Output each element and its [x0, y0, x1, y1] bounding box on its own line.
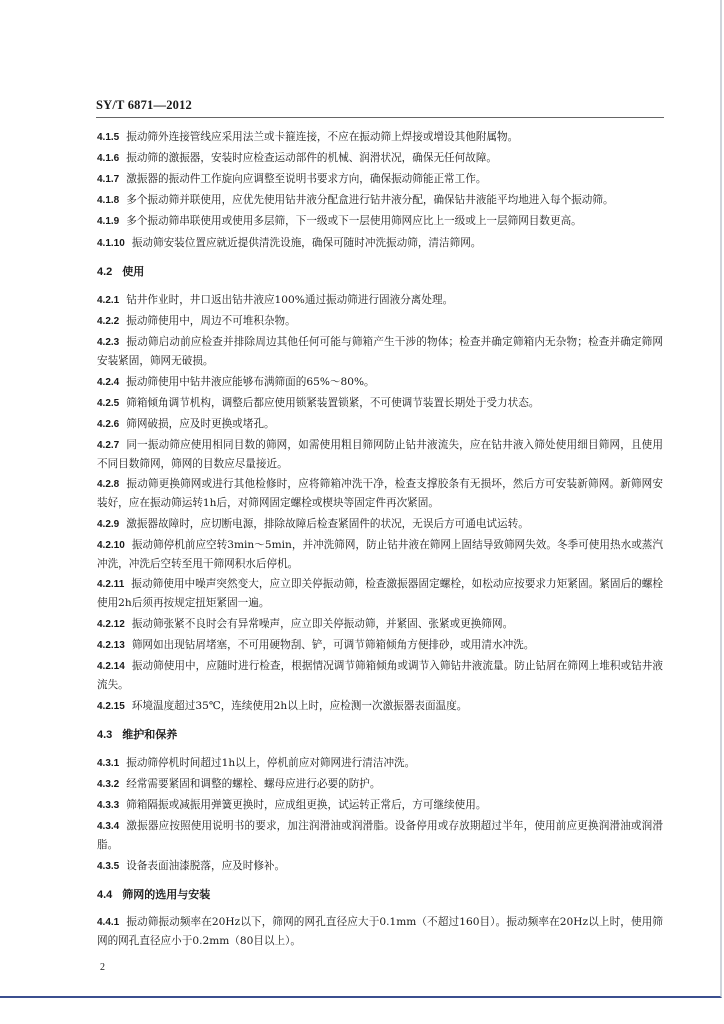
clause-text: 筛网的选用与安装: [122, 888, 211, 901]
clause-paragraph: [97, 148, 663, 169]
clause-number: 4.4: [97, 889, 113, 901]
clause-paragraph: [97, 913, 663, 950]
clause-number: 4.2.12: [97, 619, 125, 630]
clause-text: 筛网破损，应及时更换或堵孔。: [126, 418, 275, 430]
clause-paragraph: [97, 575, 663, 612]
standard-number: SY/T 6871—2012: [96, 98, 192, 112]
clause-number: 4.2.7: [97, 440, 120, 451]
clause-text: 激振器故障时，应切断电源，排除故障后检查紧固件的状况，无误后方可通电试运转。: [126, 518, 529, 530]
clause-number: 4.1.6: [97, 153, 120, 164]
clause-text: 振动筛使用中，周边不可堆积杂物。: [126, 315, 296, 327]
clause-text: 振动筛振动频率在20Hz以下，筛网的网孔直径应大于0.1mm（不超过160目）。振动频率在20Hz以上时，使用筛网的网孔直径应小于0.2mm（80目以上）。: [97, 916, 663, 947]
clause-paragraph: [97, 657, 663, 694]
clause-paragraph: [97, 436, 663, 473]
clause-text: 振动筛使用中噪声突然变大，应立即关停振动筛，检查激振器固定螺栓，如松动应按要求力矩紧固。紧固后的螺栓使用2h后须再按规定扭矩紧固一遍。: [97, 578, 663, 609]
clause-number: 4.2.15: [97, 701, 125, 712]
clause-number: 4.2.10: [97, 540, 125, 551]
clause-paragraph: [97, 856, 663, 877]
clause-text: 振动筛安装位置应就近提供清洗设施，确保可随时冲洗振动筛，清洁筛网。: [131, 237, 482, 249]
clause-number: 4.2.11: [97, 579, 125, 590]
clause-number: 4.2.5: [97, 398, 120, 409]
clause-number: 4.3.4: [97, 821, 120, 832]
clause-number: 4.1.7: [97, 174, 120, 185]
clause-paragraph: [97, 514, 663, 535]
clause-text: 振动筛停机时间超过1h以上，停机前应对筛网进行清洁冲洗。: [126, 757, 416, 769]
clause-number: 4.2.6: [97, 419, 120, 430]
clause-text: 筛箱隔振或减振用弹簧更换时，应成组更换，试运转正常后，方可继续使用。: [126, 799, 487, 811]
clause-number: 4.2.13: [97, 640, 125, 651]
clause-text: 筛网如出现钻屑堵塞，不可用硬物刮、铲，可调节筛箱倾角方便排砂，或用清水冲洗。: [131, 639, 535, 651]
clause-paragraph: [97, 753, 663, 774]
clause-paragraph: [97, 795, 663, 816]
section-heading: [97, 885, 663, 905]
clause-paragraph: [97, 414, 663, 435]
clause-paragraph: [97, 233, 663, 254]
clause-text: 经常需要紧固和调整的螺栓、螺母应进行必要的防护。: [126, 778, 381, 790]
clause-paragraph: [97, 475, 663, 512]
page-number: 2: [100, 962, 105, 973]
section-heading: [97, 262, 663, 282]
clause-text: 振动筛使用中，应随时进行检查，根据情况调节筛箱倾角或调节入筛钻井液流量。防止钻屑在筛网上堆积或钻井液流失。: [97, 660, 663, 691]
clause-paragraph: [97, 191, 663, 210]
clause-paragraph: [97, 393, 663, 414]
clause-text: 维护和保养: [122, 728, 178, 741]
clause-paragraph: [97, 817, 663, 854]
clause-number: 4.2.2: [97, 316, 120, 327]
clause-text: 多个振动筛串联使用或使用多层筛，下一级或下一层使用筛网应比上一级或上一层筛网目数更高。: [126, 215, 582, 227]
clause-paragraph: [97, 290, 663, 311]
clause-number: 4.3.5: [97, 861, 120, 872]
clause-number: 4.2.3: [97, 337, 120, 348]
clause-number: 4.2.4: [97, 377, 120, 388]
clause-paragraph: [97, 696, 663, 717]
clause-text: 激振器的振动件工作旋向应调整至说明书要求方向，确保振动筛能正常工作。: [126, 173, 487, 185]
clause-number: 4.1.10: [97, 238, 125, 249]
clause-number: 4.3: [97, 729, 113, 741]
clause-paragraph: [97, 614, 663, 635]
clause-text: 激振器应按照使用说明书的要求，加注润滑油或润滑脂。设备停用或存放期超过半年，使用前应更换润滑油或润滑脂。: [97, 820, 663, 851]
clause-number: 4.2.1: [97, 295, 120, 306]
clause-paragraph: [97, 372, 663, 393]
clause-number: 4.1.5: [97, 132, 120, 143]
clause-text: 使用: [122, 265, 145, 278]
clause-text: 振动筛外连接管线应采用法兰或卡箍连接，不应在振动筛上焊接或增设其他附属物。: [126, 131, 519, 143]
clause-number: 4.3.1: [97, 758, 120, 769]
clause-text: 振动筛张紧不良时会有异常噪声，应立即关停振动筛，并紧固、张紧或更换筛网。: [131, 618, 514, 630]
clause-paragraph: [97, 333, 663, 370]
clause-text: 振动筛启动前应检查并排除周边其他任何可能与筛箱产生干涉的物体；检查并确定筛箱内无杂物；检查并确定筛网安装紧固，筛网无破损。: [97, 336, 663, 367]
clause-text: 设备表面油漆脱落，应及时修补。: [126, 860, 286, 872]
clause-paragraph: [97, 169, 663, 190]
clause-text: 环境温度超过35℃，连续使用2h以上时，应检测一次激振器表面温度。: [131, 700, 468, 712]
clause-paragraph: [97, 774, 663, 795]
clause-text: 振动筛停机前应空转3min～5min，并冲洗筛网，防止钻井液在筛网上固结导致筛网失效。冬季可使用热水或蒸汽冲洗，冲洗后空转至甩干筛网积水后停机。: [97, 539, 663, 570]
clause-paragraph: [97, 536, 663, 573]
clause-text: 多个振动筛并联使用，应优先使用钻井液分配盒进行钻井液分配，确保钻井液能平均地进入每个振动筛。: [126, 194, 614, 206]
clause-number: 4.3.2: [97, 779, 120, 790]
clause-text: 振动筛使用中钻井液应能够布满筛面的65%～80%。: [126, 376, 375, 388]
clause-number: 4.3.3: [97, 800, 120, 811]
clause-text: 筛箱倾角调节机构，调整后都应使用锁紧装置锁紧，不可使调节装置长期处于受力状态。: [126, 397, 540, 409]
clause-number: 4.2: [97, 266, 113, 278]
clause-text: 振动筛更换筛网或进行其他检修时，应将筛箱冲洗干净，检查支撑胶条有无损坏，然后方可安装新筛网。新筛网安装好，应在振动筛运转1h后，对筛网固定螺栓或楔块等固定件再次紧固。: [97, 478, 663, 509]
clause-paragraph: [97, 311, 663, 332]
clause-number: 4.1.8: [97, 195, 120, 206]
clause-number: 4.1.9: [97, 216, 120, 227]
header-rule: [96, 117, 664, 118]
clause-paragraph: [97, 635, 663, 656]
clause-text: 振动筛的激振器，安装时应检查运动部件的机械、润滑状况，确保无任何故障。: [126, 152, 498, 164]
section-heading: [97, 725, 663, 745]
clause-text: 钻井作业时，井口返出钻井液应100%通过振动筛进行固液分离处理。: [126, 294, 454, 306]
clause-number: 4.2.9: [97, 519, 120, 530]
clause-text: 同一振动筛应使用相同目数的筛网，如需使用粗目筛网防止钻井液流失，应在钻井液入筛处使用细目筛网，且使用不同目数筛网，筛网的目数应尽量接近。: [97, 439, 663, 470]
clause-number: 4.2.14: [97, 661, 125, 672]
clause-number: 4.4.1: [97, 917, 120, 928]
clause-paragraph: [97, 212, 663, 231]
clause-number: 4.2.8: [97, 479, 120, 490]
clause-paragraph: [97, 127, 663, 148]
document-body: [97, 127, 663, 952]
